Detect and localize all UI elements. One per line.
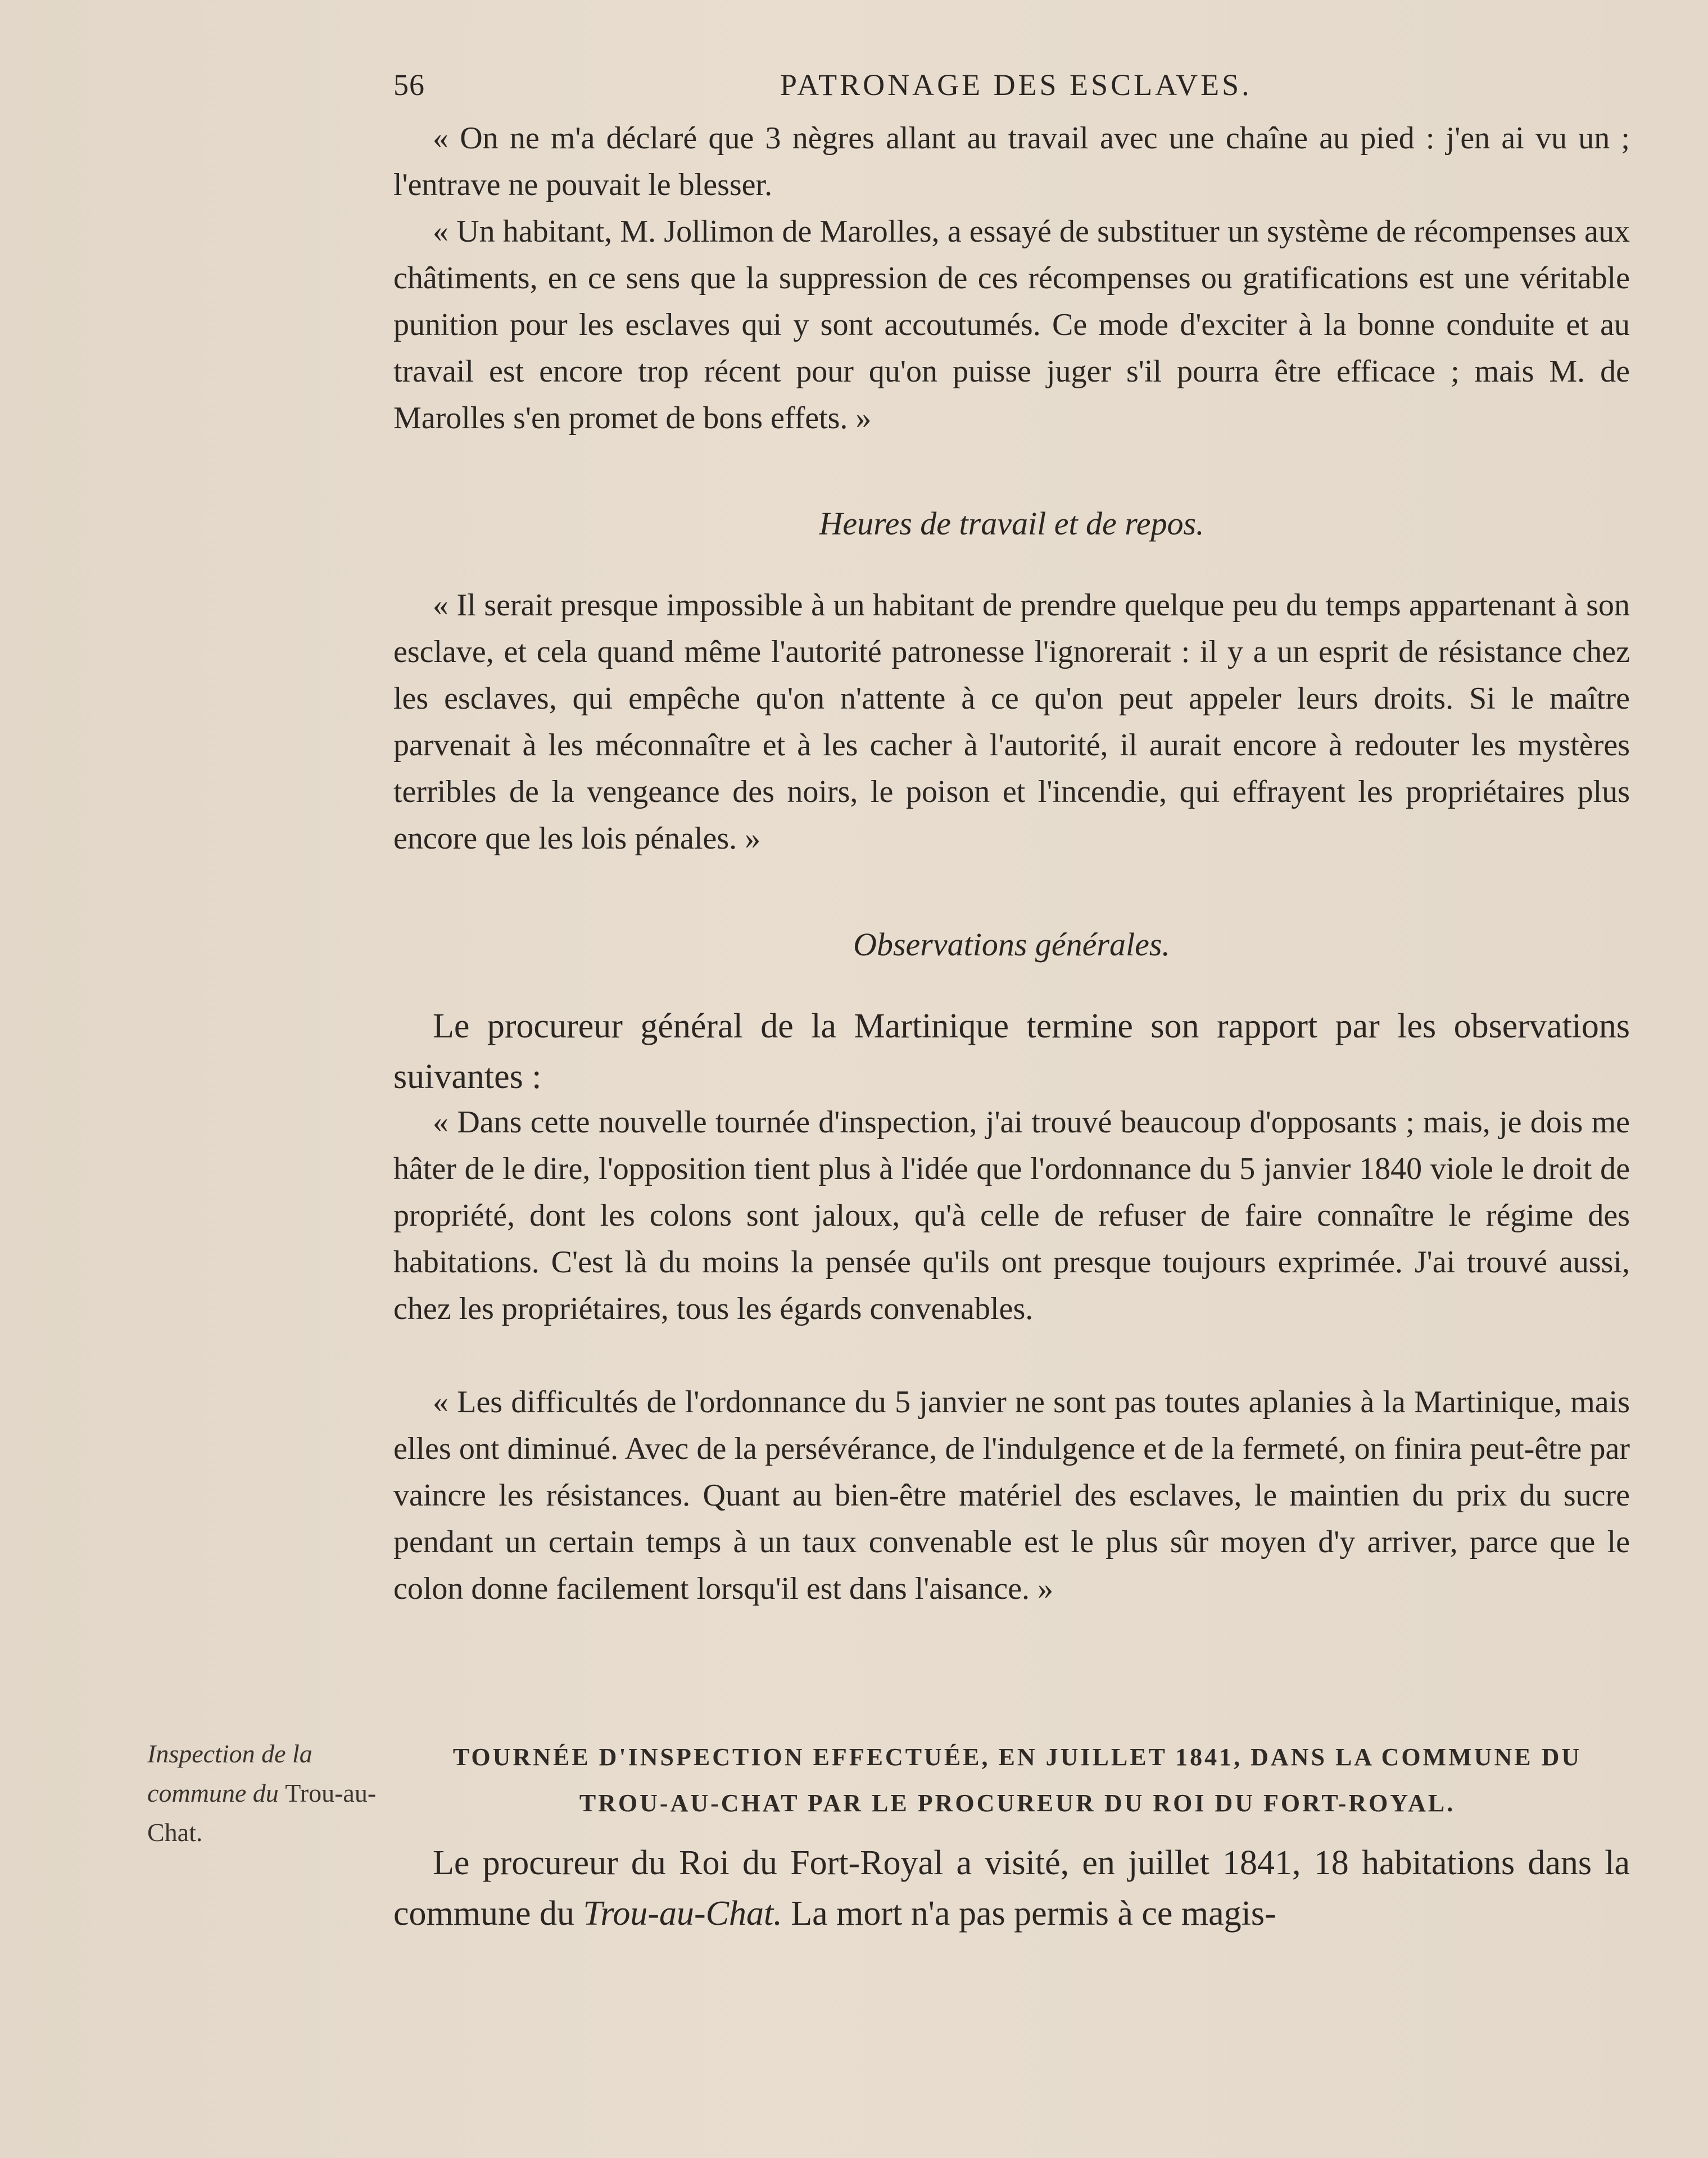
margin-note-place: Trou-au-Chat.: [147, 1779, 377, 1847]
visit-place-name: Trou-au-Chat.: [583, 1894, 782, 1933]
visit-text-start: Le procureur du Roi du Fort-Royal a visité, en juillet 1841, 18 habitations dans la commune du: [393, 1844, 1630, 1933]
paragraph-procureur-intro: Le procureur général de la Martinique termine son rapport par les observations suivantes :: [393, 1007, 1630, 1096]
visit-text-end: La mort n'a pas permis à ce magis-: [791, 1894, 1276, 1933]
running-head: [393, 67, 1630, 112]
paragraph-inspection-tour: « Dans cette nouvelle tournée d'inspection, j'ai trouvé beaucoup d'opposants ; mais, je dois me hâter de le dire, l'opposition tient plus à l'idée que l'ordonnance du 5 janvier 1840 viole le droit de propriété, dont les colons sont jaloux, qu'à celle de refuser de faire connaître le régime des habitations. C'est là du moins la pensée qu'ils ont presque toujours exprimée. J'ai trouvé aussi, chez les propriétaires, tous les égards convenables.: [393, 1105, 1630, 1326]
section-title-line-1: TOURNÉE D'INSPECTION EFFECTUÉE, EN JUILLET 1841, DANS LA COMMUNE DU: [452, 1743, 1582, 1771]
paragraph-chain-workers: « On ne m'a déclaré que 3 nègres allant au travail avec une chaîne au pied : j'en ai vu un ; l'entrave ne pouvait le blesser.: [393, 121, 1630, 202]
page-number: 56: [393, 68, 425, 102]
section-title: [405, 1734, 1630, 1826]
running-title: PATRONAGE DES ESCLAVES.: [780, 68, 1252, 102]
section-title-line-2: TROU-AU-CHAT PAR LE PROCUREUR DU ROI DU FORT-ROYAL.: [579, 1789, 1456, 1817]
paragraph-rewards-system: « Un habitant, M. Jollimon de Marolles, a essayé de substituer un système de récompenses aux châtiments, en ce sens que la suppression de ces récompenses ou gratifications est une véritable punition pour les esclaves qui y sont accoutumés. Ce mode d'exciter à la bonne conduite et au travail est encore trop récent pour qu'on puisse juger s'il pourra être efficace ; mais M. de Marolles s'en promet de bons effets. »: [393, 214, 1630, 436]
paragraph-slave-resistance: « Il serait presque impossible à un habitant de prendre quelque peu du temps appartenant à son esclave, et cela quand même l'autorité patronesse l'ignorerait : il y a un esprit de résistance chez les esclaves, qui empêche qu'on n'attente à ce qu'on peut appeler leurs droits. Si le maître parvenait à les méconnaître et à les cacher à l'autorité, il aurait encore à redouter les mystères terribles de la vengeance des noirs, le poison et l'incendie, qui effrayent les propriétaires plus encore que les lois pénales. »: [393, 588, 1630, 856]
heading-work-hours: Heures de travail et de repos.: [819, 505, 1204, 542]
paragraph-ordonnance-difficulties: « Les difficultés de l'ordonnance du 5 janvier ne sont pas toutes aplanies à la Martinique, mais elles ont diminué. Avec de la persévérance, de l'indulgence et de la fermeté, on finira peut-être par vaincre les résistances. Quant au bien-être matériel des esclaves, le maintien du prix du sucre pendant un certain temps à un taux convenable est le plus sûr moyen d'y arriver, parce que le colon donne facilement lorsqu'il est dans l'aisance. »: [393, 1385, 1630, 1606]
heading-general-observations: Observations générales.: [853, 926, 1170, 963]
paragraph-trou-au-chat-visit: [393, 1838, 1630, 1939]
margin-note-italic: Inspection de la commune du: [147, 1739, 312, 1807]
margin-note: [147, 1734, 383, 1852]
